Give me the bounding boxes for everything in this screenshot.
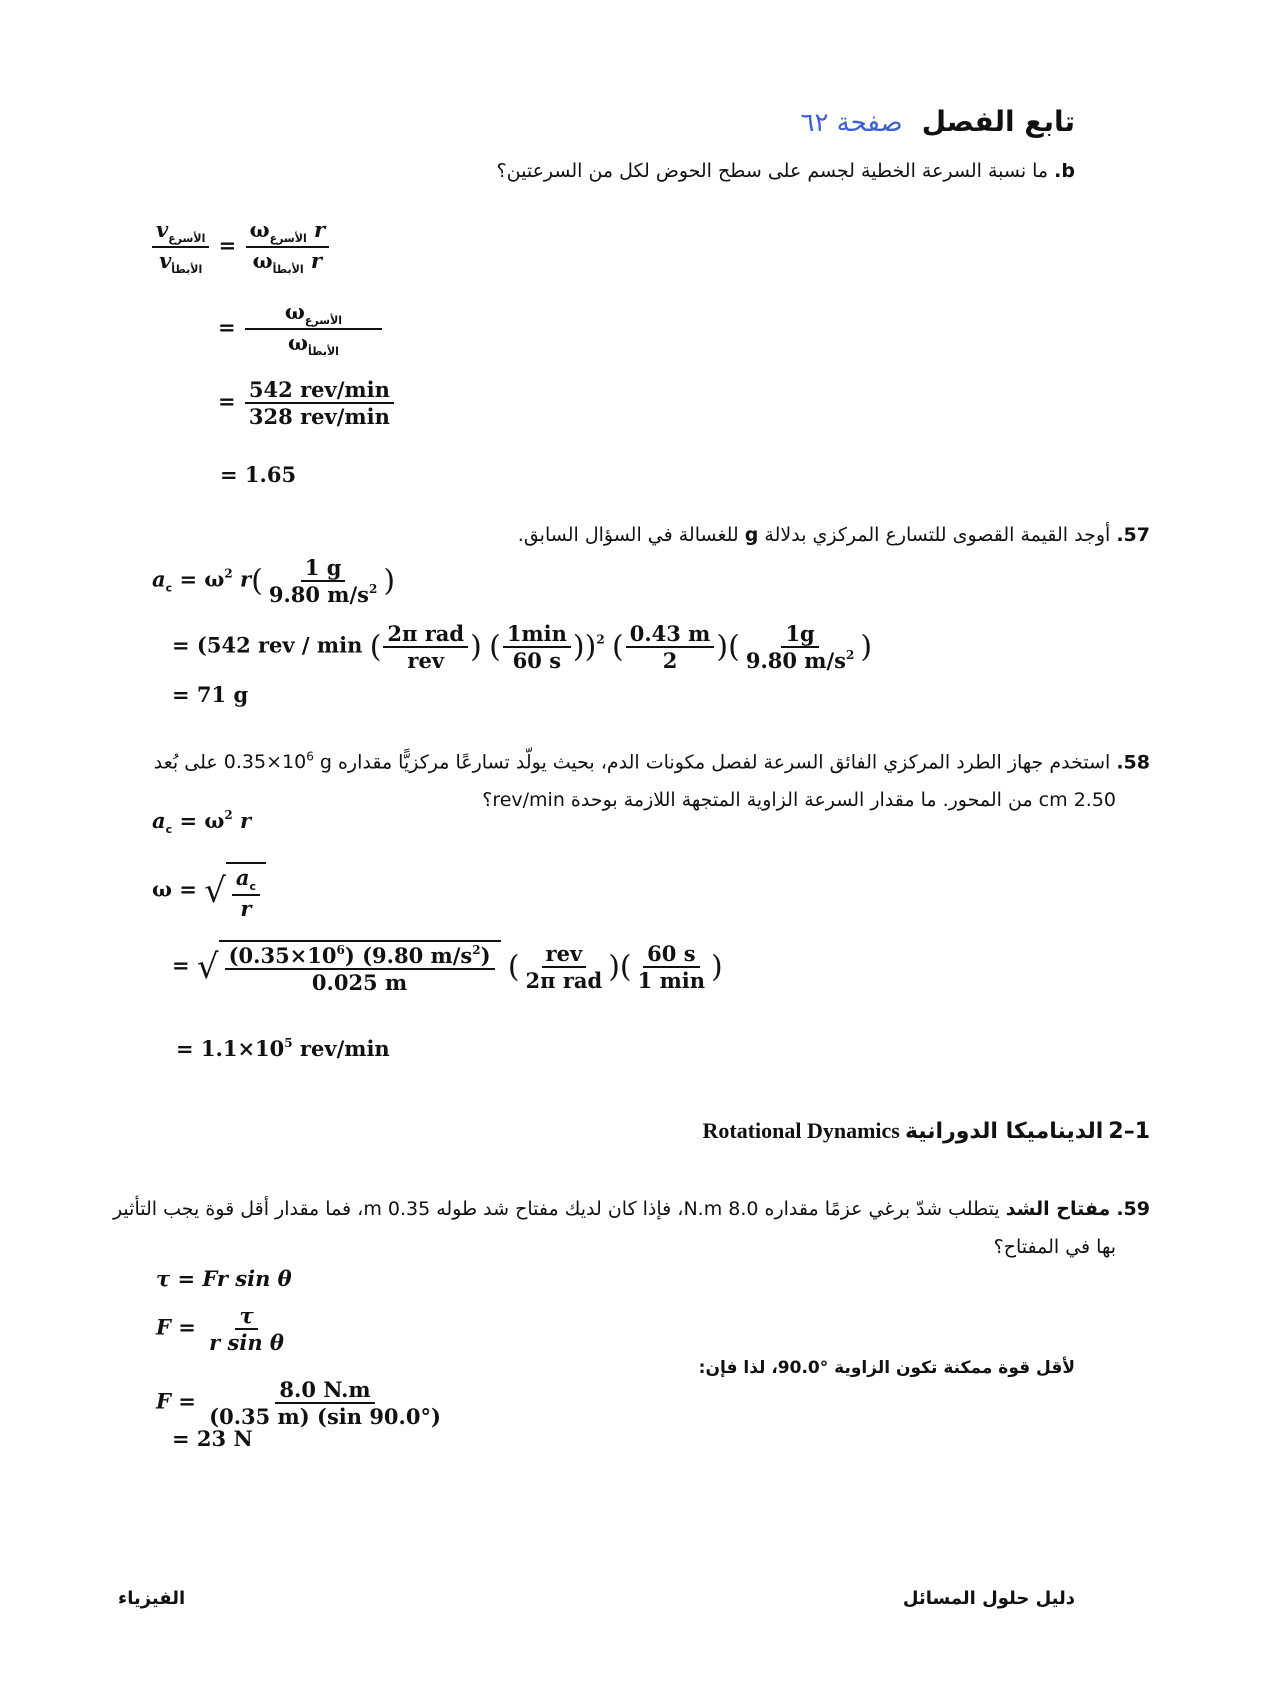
exponent: 6 xyxy=(336,943,345,957)
minute-factor: 1min xyxy=(503,622,571,648)
radius-value: 0.025 m xyxy=(311,970,408,996)
result-unit: rev/min xyxy=(292,1036,390,1061)
question-b xyxy=(175,152,1075,190)
lever-arm: r sin θ xyxy=(209,1330,284,1356)
question-number: 59. xyxy=(1116,1198,1150,1220)
question-text: للغسالة في السؤال السابق. xyxy=(517,524,739,546)
force-substitution xyxy=(156,1378,447,1428)
minute-factor: 1 min xyxy=(637,968,706,994)
diameter-value: 0.43 m xyxy=(626,622,715,648)
omega-equals: ω = xyxy=(152,876,197,902)
question-label: b. xyxy=(1054,160,1075,182)
fast-subscript: الأسرع xyxy=(304,314,343,327)
section-number: 1–2 xyxy=(1108,1119,1150,1144)
page-header xyxy=(475,105,1075,138)
arm-value: (0.35 m) (sin 90.0°) xyxy=(209,1404,441,1430)
fast-subscript: الأسرع xyxy=(168,232,206,245)
question-58 xyxy=(110,738,1150,819)
closing-paren: ) xyxy=(480,943,491,968)
square-exponent: 2 xyxy=(224,808,233,822)
force-equals: F = xyxy=(156,1388,196,1414)
result-value: = 1.1×10 xyxy=(176,1036,285,1061)
slow-subscript: الأبطأ xyxy=(272,263,304,277)
square-exponent: 2 xyxy=(472,943,481,957)
a-symbol: a xyxy=(235,865,250,890)
angle-note: لأقل قوة ممكنة تكون الزاوية °90.0، لذا فإن: xyxy=(698,1358,1075,1378)
r-symbol: r xyxy=(240,566,252,592)
slow-value: 328 rev/min xyxy=(248,404,390,430)
chapter-title: تابع الفصل xyxy=(921,105,1075,138)
question-text: بها في المفتاح؟ xyxy=(993,1236,1116,1258)
ratio-result: = 1.65 xyxy=(220,462,297,487)
a-symbol: a xyxy=(152,808,166,833)
exponent: 5 xyxy=(284,1036,293,1050)
seconds-unit: 60 s xyxy=(512,648,562,674)
r-symbol: r xyxy=(240,808,252,833)
g-denominator: 9.80 m/s xyxy=(745,648,846,674)
section-title-ar: الديناميكا الدورانية xyxy=(904,1119,1104,1144)
question-59 xyxy=(90,1190,1150,1266)
omega-substitution: = √ $\frac{(0.35\times 10^6) (9.80 m/s^2)}{0.025 m}$ ( $\frac{\text{rev}}{\text{2π rad}}$ )( $\frac{60 s}{1 \min}$ ) xyxy=(172,941,723,996)
radians-factor: 2π rad xyxy=(525,968,603,994)
square-exponent: 2 xyxy=(224,566,233,581)
gravity-value: ) (9.80 m/s xyxy=(344,943,473,968)
footer-guide: دليل حلول المسائل xyxy=(902,1588,1075,1609)
c-subscript: c xyxy=(249,880,257,893)
fast-subscript: الأسرع xyxy=(269,232,307,245)
a-symbol: a xyxy=(152,566,166,592)
footer-subject: الفيزياء xyxy=(118,1588,186,1609)
question-keyword: مفتاح الشد xyxy=(1005,1198,1111,1220)
v-symbol: v xyxy=(156,217,169,242)
r-symbol: r xyxy=(314,217,326,242)
omega-term: = ω xyxy=(179,566,225,592)
acceleration-value: 0.35×10 xyxy=(223,751,307,774)
square-exponent: 2 xyxy=(846,648,855,663)
equals-sign: = xyxy=(218,232,237,258)
question-number: 58. xyxy=(1116,751,1150,774)
fast-value: 542 rev/min xyxy=(245,378,394,404)
rev-unit: rev xyxy=(542,942,587,968)
question-text: يتطلب شدّ برغي عزمًا مقداره 8.0 N.m، فإذا كان لديك مفتاح شد طوله 0.35 m، فما مقدار أقل قوة يجب التأثير xyxy=(112,1198,1000,1220)
acceleration-value: (0.35×10 xyxy=(228,943,337,968)
c-subscript: c xyxy=(165,823,173,836)
force-equals: F = xyxy=(156,1314,196,1340)
square-exponent: 2 xyxy=(369,582,378,597)
omega-symbol: ω xyxy=(284,299,305,324)
force-formula xyxy=(156,1304,290,1354)
section-heading xyxy=(250,1118,1150,1144)
torque-value: 8.0 N.m xyxy=(275,1378,374,1404)
omega-symbol: ω xyxy=(252,248,273,274)
acceleration-result: = 71 g xyxy=(172,682,249,707)
omega-symbol: ω xyxy=(288,330,309,356)
exponent: 6 xyxy=(306,750,314,764)
slow-subscript: الأبطأ xyxy=(171,263,203,277)
c-subscript: c xyxy=(165,581,173,595)
numeric-ratio xyxy=(218,378,396,428)
question-number: 57. xyxy=(1116,524,1150,546)
page-reference: صفحة ٦٢ xyxy=(800,108,903,138)
g-numerator: 1g xyxy=(781,622,818,648)
force-result: = 23 N xyxy=(172,1426,253,1451)
r-symbol: r xyxy=(240,896,252,922)
seconds-unit: 60 s xyxy=(643,942,699,968)
centripetal-formula xyxy=(152,808,251,836)
tau-symbol: τ xyxy=(235,1304,257,1330)
radians-factor: 2π rad xyxy=(383,622,468,648)
v-symbol: v xyxy=(159,248,172,274)
section-title-en: Rotational Dynamics xyxy=(702,1118,900,1143)
question-text: أوجد القيمة القصوى للتسارع المركزي بدلالة xyxy=(764,524,1111,546)
omega-symbol: ω xyxy=(249,217,270,242)
substitution-line: = (542 rev / min ( $\frac{\text{2π rad}}{\text{rev}}$ ) ( $\frac{1\min}{60 s}$ ))$^2$ ( $\frac{0.43 m}{2}$ )( $\frac{1g}{9.80 m/s^2}$ ) xyxy=(172,621,873,674)
torque-formula: τ = Fr sin θ xyxy=(156,1266,292,1291)
g-denominator: 9.80 m/s xyxy=(268,582,369,608)
ratio-equation xyxy=(150,218,331,276)
slow-subscript: الأبطأ xyxy=(308,345,339,359)
question-text: 2.50 cm من المحور. ما مقدار السرعة الزاوية المتجهة اللازمة بوحدة rev/min؟ xyxy=(482,789,1116,812)
g-numerator: 1 g xyxy=(301,556,346,582)
g-symbol: g xyxy=(744,524,759,546)
question-text: استخدم جهاز الطرد المركزي الفائق السرعة لفصل مكونات الدم، بحيث يولّد تسارعًا مركزيًّا مقداره g xyxy=(319,751,1111,774)
omega-ratio xyxy=(218,300,384,358)
omega-result xyxy=(176,1036,390,1061)
equals-sign: = xyxy=(218,314,236,340)
question-text: على بُعد xyxy=(153,751,218,774)
question-57 xyxy=(150,516,1150,554)
omega-term: = ω xyxy=(179,808,225,833)
question-text: ما نسبة السرعة الخطية لجسم على سطح الحوض لكل من السرعتين؟ xyxy=(496,160,1049,182)
r-symbol: r xyxy=(310,248,322,274)
omega-formula: ω = √ $\frac{a_c}{r}$ xyxy=(152,862,266,920)
equals-sign: = xyxy=(218,388,236,414)
rev-unit: rev xyxy=(407,648,445,674)
half-divisor: 2 xyxy=(662,648,678,674)
square-exponent: 2 xyxy=(596,632,605,647)
centripetal-formula: $a_c = \omega^2$ r( $\frac{1 g}{9.80 m/s^2}$ ) xyxy=(152,555,396,608)
rpm-value: = (542 rev / min xyxy=(172,632,363,658)
